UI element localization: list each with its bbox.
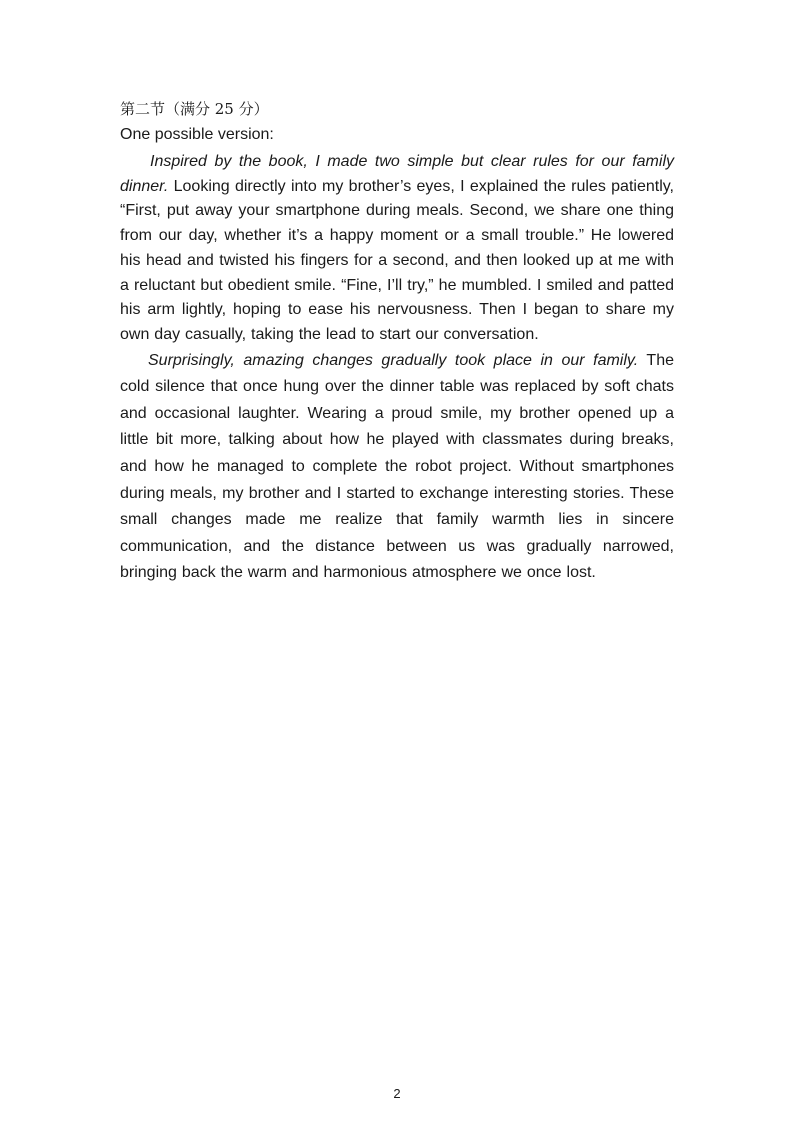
section-heading: 第二节（满分 25 分） (120, 100, 269, 118)
essay-paragraph-2 (120, 348, 674, 587)
paragraph-1-lead-sentence: Inspired by the book, I made two simple but clear rules for our family dinner. (120, 153, 674, 195)
version-label: One possible version: (120, 126, 274, 143)
answer-section (120, 97, 674, 587)
paragraph-1-body: Looking directly into my brother’s eyes, I explained the rules patiently, “First, put away your smartphone during meals. Second, we share one thing from our day, whether it’s a happy moment or a small trouble.” He lowered his head and twisted his fingers for a second, and then looked up at me with a reluctant but obedient smile. “Fine, I’ll try,” he mumbled. I smiled and patted his arm lightly, hoping to ease his nervousness. Then I began to share my own day casually, taking the lead to start our conversation. (120, 177, 674, 343)
page-number: 2 (393, 1086, 401, 1101)
paragraph-2-body: The cold silence that once hung over the dinner table was replaced by soft chats and occasional laughter. Wearing a proud smile, my brother opened up a little bit more, talking about how he played with classmates during breaks, and how he managed to complete the robot project. Without smartphones during meals, my brother and I started to exchange interesting stories. These small changes made me realize that family warmth lies in sincere communication, and the distance between us was gradually narrowed, bringing back the warm and harmonious atmosphere we once lost. (120, 351, 674, 582)
essay-paragraph-1 (120, 150, 674, 348)
paragraph-2-lead-sentence: Surprisingly, amazing changes gradually took place in our family. (148, 351, 639, 369)
